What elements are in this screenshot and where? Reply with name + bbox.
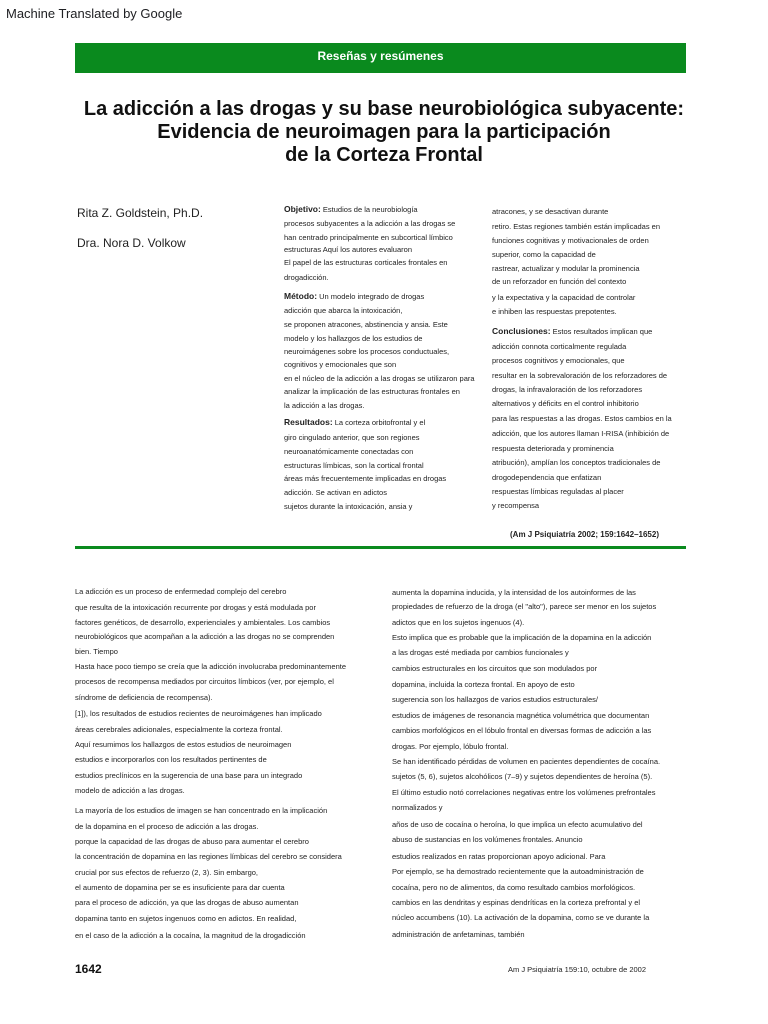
abstract-line-text: La corteza orbitofrontal y el — [332, 418, 426, 427]
abstract-line — [492, 293, 635, 302]
abstract-line — [492, 473, 601, 482]
abstract-line-text: resultar en la sobrevaloración de los reforzadores de — [492, 371, 668, 380]
abstract-section-label: Conclusiones: — [492, 326, 551, 336]
title-line: Evidencia de neuroimagen para la participación — [157, 121, 611, 143]
body-text-line: de la dopamina en el proceso de adicción a las drogas. — [75, 822, 259, 831]
body-text-line: sujetos (5, 6), sujetos alcohólicos (7–9) y sujetos dependientes de heroína (5). — [392, 772, 653, 781]
abstract-line — [492, 371, 667, 380]
body-text-line: áreas cerebrales adicionales, especialmente la corteza frontal. — [75, 725, 283, 734]
abstract-line-text: han centrado principalmente en subcortical límbico — [284, 233, 453, 242]
abstract-line-text: se proponen atracones, abstinencia y ansia. Este — [284, 320, 448, 329]
page-number: 1642 — [75, 962, 102, 976]
abstract-line-text: procesos cognitivos y emocionales, que — [492, 356, 625, 365]
abstract-line — [492, 385, 642, 394]
abstract-line-text: superior, como la capacidad de — [492, 250, 596, 259]
body-text-line: que resulta de la intoxicación recurrente por drogas y está modulada por — [75, 603, 316, 612]
body-text-line: neurobiológicos que acompañan a la adicción a las drogas no se comprenden — [75, 632, 335, 641]
abstract-line-text: cognitivos y emocionales que son — [284, 360, 397, 369]
abstract-line-text: modelo y los hallazgos de los estudios de — [284, 334, 423, 343]
abstract-line-text: adicción que abarca la intoxicación, — [284, 306, 403, 315]
abstract-line-text: de un reforzador en función del contexto — [492, 277, 627, 286]
abstract-line-text: retiro. Estas regiones también están implicadas en — [492, 222, 661, 231]
abstract-line-text: en el núcleo de la adicción a las drogas se utilizaron para — [284, 374, 475, 383]
abstract-line — [492, 250, 596, 259]
section-banner — [75, 43, 686, 73]
abstract-line — [284, 320, 448, 329]
abstract-line — [284, 219, 455, 228]
abstract-line-text: e inhiben las respuestas prepotentes. — [492, 307, 617, 316]
body-text-line: dopamina tanto en sujetos ingenuos como en adictos. En realidad, — [75, 914, 297, 923]
abstract-line-text: adicción, que los autores llaman I-RISA (inhibición de — [492, 429, 670, 438]
body-text-line: estudios e incorporarlos con los resultados pertinentes de — [75, 755, 267, 764]
abstract-line — [492, 356, 625, 365]
abstract-line — [284, 273, 329, 282]
body-text-line: porque la capacidad de las drogas de abuso para aumentar el cerebro — [75, 837, 309, 846]
abstract-line — [284, 205, 418, 214]
abstract-line-text: la adicción a las drogas. — [284, 401, 365, 410]
abstract-line — [492, 487, 624, 496]
abstract-line-text: giro cingulado anterior, que son regiones — [284, 433, 420, 442]
abstract-line — [284, 488, 387, 497]
body-text-line: cocaína, pero no de alimentos, da como resultado cambios morfológicos. — [392, 883, 636, 892]
title-line: de la Corteza Frontal — [285, 144, 483, 166]
abstract-line-text: sujetos durante la intoxicación, ansia y — [284, 502, 413, 511]
body-text-line: estudios realizados en ratas proporcionan apoyo adicional. Para — [392, 852, 606, 861]
body-text-line: estudios de imágenes de resonancia magnética volumétrica que documentan — [392, 711, 650, 720]
body-text-line: Esto implica que es probable que la implicación de la dopamina en la adicción — [392, 633, 652, 642]
abstract-line — [492, 458, 660, 467]
author-1: Rita Z. Goldstein, Ph.D. — [77, 206, 204, 220]
abstract-line — [492, 207, 608, 216]
body-text-line: drogas. Por ejemplo, lóbulo frontal. — [392, 742, 509, 751]
abstract-line-text: atracones, y se desactivan durante — [492, 207, 609, 216]
author-2: Dra. Nora D. Volkow — [77, 236, 186, 250]
abstract-line-text: atribución), amplían los conceptos tradicionales de — [492, 458, 661, 467]
section-banner-label: Reseñas y resúmenes — [317, 49, 444, 63]
abstract-line — [284, 461, 424, 470]
abstract-line-text: adicción connota corticalmente regulada — [492, 342, 627, 351]
abstract-line-text: drogas, la infravaloración de los reforzadores — [492, 385, 643, 394]
abstract-line-text: adicción. Se activan en adictos — [284, 488, 387, 497]
abstract-line-text: estructuras límbicas, son la cortical frontal — [284, 461, 424, 470]
abstract-line-text: El papel de las estructuras corticales frontales en — [284, 258, 448, 267]
abstract-line-text: respuesta deteriorada y prominencia — [492, 444, 614, 453]
abstract-line — [284, 401, 364, 410]
body-text-line: Hasta hace poco tiempo se creía que la adicción involucraba predominantemente — [75, 662, 346, 671]
abstract-line-text: rastrear, actualizar y modular la prominencia — [492, 264, 640, 273]
abstract-line — [492, 399, 639, 408]
body-text-line: modelo de adicción a las drogas. — [75, 786, 185, 795]
abstract-section-label: Objetivo: — [284, 204, 321, 214]
abstract-line — [284, 233, 453, 242]
page-footer: Am J Psiquiatría 159:10, octubre de 2002 — [508, 965, 647, 974]
section-divider — [75, 546, 686, 549]
abstract-line — [284, 418, 425, 427]
body-text-line: administración de anfetaminas, también — [392, 930, 525, 939]
body-text-line: cambios estructurales en los circuitos que son modulados por — [392, 664, 598, 673]
body-text-line: crucial por sus efectos de refuerzo (2, 3). Sin embargo, — [75, 868, 259, 877]
abstract-line — [284, 360, 396, 369]
abstract-line-text: Un modelo integrado de drogas — [317, 292, 425, 301]
body-text-line: núcleo accumbens (10). La activación de la dopamina, como se ve durante la — [392, 913, 650, 922]
abstract-line — [284, 447, 413, 456]
machine-translated-label: Machine Translated by Google — [6, 6, 183, 21]
abstract-line-text: drogodependencia que enfatizan — [492, 473, 602, 482]
body-text-line: procesos de recompensa mediados por circuitos límbicos (ver, por ejemplo, el — [75, 677, 334, 686]
abstract-line-text: Estos resultados implican que — [550, 327, 653, 336]
journal-citation: (Am J Psiquiatría 2002; 159:1642–1652) — [510, 530, 659, 539]
body-text-line: la concentración de dopamina en las regiones límbicas del cerebro se considera — [75, 852, 342, 861]
abstract-line — [492, 429, 669, 438]
body-text-line: para el proceso de adicción, ya que las drogas de abuso aumentan — [75, 898, 299, 907]
abstract-line — [284, 433, 420, 442]
body-text-line: dopamina, incluida la corteza frontal. En apoyo de esto — [392, 680, 575, 689]
body-text-line: estudios preclínicos en la sugerencia de una base para un integrado — [75, 771, 303, 780]
abstract-line-text: y la expectativa y la capacidad de controlar — [492, 293, 636, 302]
body-text-line: Aquí resumimos los hallazgos de estos estudios de neuroimagen — [75, 740, 292, 749]
title-line: La adicción a las drogas y su base neurobiológica subyacente: — [83, 98, 685, 120]
abstract-line — [284, 292, 424, 301]
abstract-line-text: para las respuestas a las drogas. Estos cambios en la — [492, 414, 672, 423]
abstract-line — [284, 347, 449, 356]
abstract-line — [492, 236, 649, 245]
abstract-line-text: alternativos y déficits en el control inhibitorio — [492, 399, 639, 408]
body-text-line: normalizados y — [392, 803, 443, 812]
body-text-line: propiedades de refuerzo de la droga (el "alto"), parece ser menor en los sujetos — [392, 602, 657, 611]
abstract-line — [284, 306, 402, 315]
body-text-line: el aumento de dopamina per se es insuficiente para dar cuenta — [75, 883, 285, 892]
abstract-line — [492, 327, 652, 336]
body-text-line: abuso de sustancias en los volúmenes frontales. Anuncio — [392, 835, 583, 844]
body-text-line: aumenta la dopamina inducida, y la intensidad de los autoinformes de las — [392, 588, 636, 597]
abstract-line-text: respuestas límbicas reguladas al placer — [492, 487, 624, 496]
abstract-line-text: analizar la implicación de las estructuras frontales en — [284, 387, 460, 396]
body-text-line: cambios morfológicos en el lóbulo frontal en diversas formas de adicción a las — [392, 726, 652, 735]
body-text-line: adictos que en los sujetos ingenuos (4). — [392, 618, 525, 627]
abstract-section-label: Método: — [284, 291, 318, 301]
abstract-line-text: y recompensa — [492, 501, 540, 510]
abstract-line-text: drogadicción. — [284, 273, 329, 282]
abstract-line — [284, 374, 475, 383]
body-text-line: Se han identificado pérdidas de volumen en pacientes dependientes de cocaína. — [392, 757, 661, 766]
abstract-line — [492, 222, 660, 231]
abstract-line — [492, 501, 539, 510]
abstract-line-text: procesos subyacentes a la adicción a las drogas se — [284, 219, 456, 228]
abstract-line — [492, 307, 617, 316]
abstract-line — [492, 414, 672, 423]
body-text-line: bien. Tiempo — [75, 647, 118, 656]
abstract-line — [284, 387, 460, 396]
abstract-line — [492, 277, 626, 286]
abstract-line-text: funciones cognitivas y motivacionales de orden — [492, 236, 649, 245]
body-text-line: [1]), los resultados de estudios recientes de neuroimágenes han implicado — [75, 709, 322, 718]
abstract-line — [284, 502, 412, 511]
body-text-line: cambios en las dendritas y espinas dendríticas en la corteza prefrontal y el — [392, 898, 641, 907]
abstract-line — [284, 474, 446, 483]
abstract-line-text: áreas más frecuentemente implicadas en drogas — [284, 474, 447, 483]
article-title — [40, 98, 728, 167]
body-text-line: en el caso de la adicción a la cocaína, la magnitud de la drogadicción — [75, 931, 306, 940]
abstract-line — [284, 258, 447, 267]
abstract-line — [492, 264, 640, 273]
body-text-line: factores genéticos, de desarrollo, experienciales y ambientales. Los cambios — [75, 618, 331, 627]
abstract-line — [284, 334, 422, 343]
body-text-line: El último estudio notó correlaciones negativas entre los volúmenes prefrontales — [392, 788, 656, 797]
abstract-line-text: estructuras Aquí los autores evaluaron — [284, 245, 412, 254]
abstract-line — [492, 444, 614, 453]
body-text-line: años de uso de cocaína o heroína, lo que implica un efecto acumulativo del — [392, 820, 643, 829]
abstract-line — [492, 342, 626, 351]
body-text-line: La adicción es un proceso de enfermedad complejo del cerebro — [75, 587, 287, 596]
abstract-line — [284, 245, 412, 254]
body-text-line: Por ejemplo, se ha demostrado recientemente que la autoadministración de — [392, 867, 644, 876]
body-text-line: sugerencia son los hallazgos de varios estudios estructurales/ — [392, 695, 598, 704]
abstract-line-text: neuroanatómicamente conectadas con — [284, 447, 414, 456]
body-text-line: La mayoría de los estudios de imagen se han concentrado en la implicación — [75, 806, 328, 815]
abstract-line-text: Estudios de la neurobiología — [320, 205, 418, 214]
abstract-section-label: Resultados: — [284, 417, 333, 427]
body-text-line: síndrome de deficiencia de recompensa). — [75, 693, 213, 702]
body-text-line: a las drogas esté mediada por cambios funcionales y — [392, 648, 569, 657]
abstract-line-text: neuroimágenes sobre los procesos conductuales, — [284, 347, 450, 356]
